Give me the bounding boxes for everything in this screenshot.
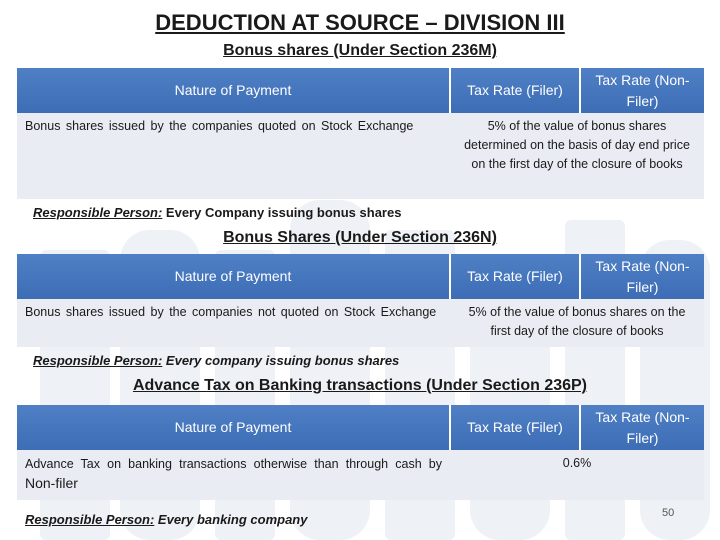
tax-rate-cell: 5% of the value of bonus shares on the first day of the closure of books xyxy=(450,299,704,347)
header-tax-rate-non-filer: Tax Rate (Non-Filer) xyxy=(580,254,704,299)
responsible-person-label: Responsible Person: xyxy=(33,353,163,368)
tax-rate-cell: 0.6% xyxy=(450,450,704,500)
tax-rate-cell: 5% of the value of bonus shares determined on the basis of day end price on the first day of the closure of books xyxy=(450,113,704,199)
responsible-person-text: Every banking company xyxy=(154,512,308,527)
section-heading-236p: Advance Tax on Banking transactions (Under Section 236P) xyxy=(132,377,588,394)
responsible-person-236n xyxy=(33,353,399,368)
page-number: 50 xyxy=(662,507,675,519)
tax-table-236n xyxy=(17,254,704,347)
responsible-person-236p xyxy=(25,512,307,527)
header-nature-of-payment: Nature of Payment xyxy=(17,254,450,299)
header-nature-of-payment: Nature of Payment xyxy=(17,68,450,113)
section-heading-236n: Bonus Shares (Under Section 236N) xyxy=(223,229,497,246)
tax-table-236p xyxy=(17,405,704,500)
responsible-person-text: Every company issuing bonus shares xyxy=(162,353,400,368)
responsible-person-236m xyxy=(33,205,401,220)
nature-text: Advance Tax on banking transactions otherwise than through cash by xyxy=(25,457,442,471)
nature-emphasis: Non-filer xyxy=(25,475,78,491)
header-tax-rate-non-filer: Tax Rate (Non-Filer) xyxy=(580,68,704,113)
tax-table-236m xyxy=(17,68,704,199)
responsible-person-text: Every Company issuing bonus shares xyxy=(162,205,402,220)
responsible-person-label: Responsible Person: xyxy=(33,205,163,220)
nature-of-payment-cell: Bonus shares issued by the companies not quoted on Stock Exchange xyxy=(17,299,450,347)
header-tax-rate-filer: Tax Rate (Filer) xyxy=(450,68,580,113)
header-tax-rate-filer: Tax Rate (Filer) xyxy=(450,405,580,450)
slide-title: DEDUCTION AT SOURCE – DIVISION III xyxy=(155,10,565,35)
nature-of-payment-cell xyxy=(17,450,450,500)
responsible-person-label: Responsible Person: xyxy=(25,512,155,527)
header-tax-rate-filer: Tax Rate (Filer) xyxy=(450,254,580,299)
header-nature-of-payment: Nature of Payment xyxy=(17,405,450,450)
header-tax-rate-non-filer: Tax Rate (Non-Filer) xyxy=(580,405,704,450)
section-heading-236m: Bonus shares (Under Section 236M) xyxy=(223,42,497,59)
nature-of-payment-cell: Bonus shares issued by the companies quoted on Stock Exchange xyxy=(17,113,450,199)
